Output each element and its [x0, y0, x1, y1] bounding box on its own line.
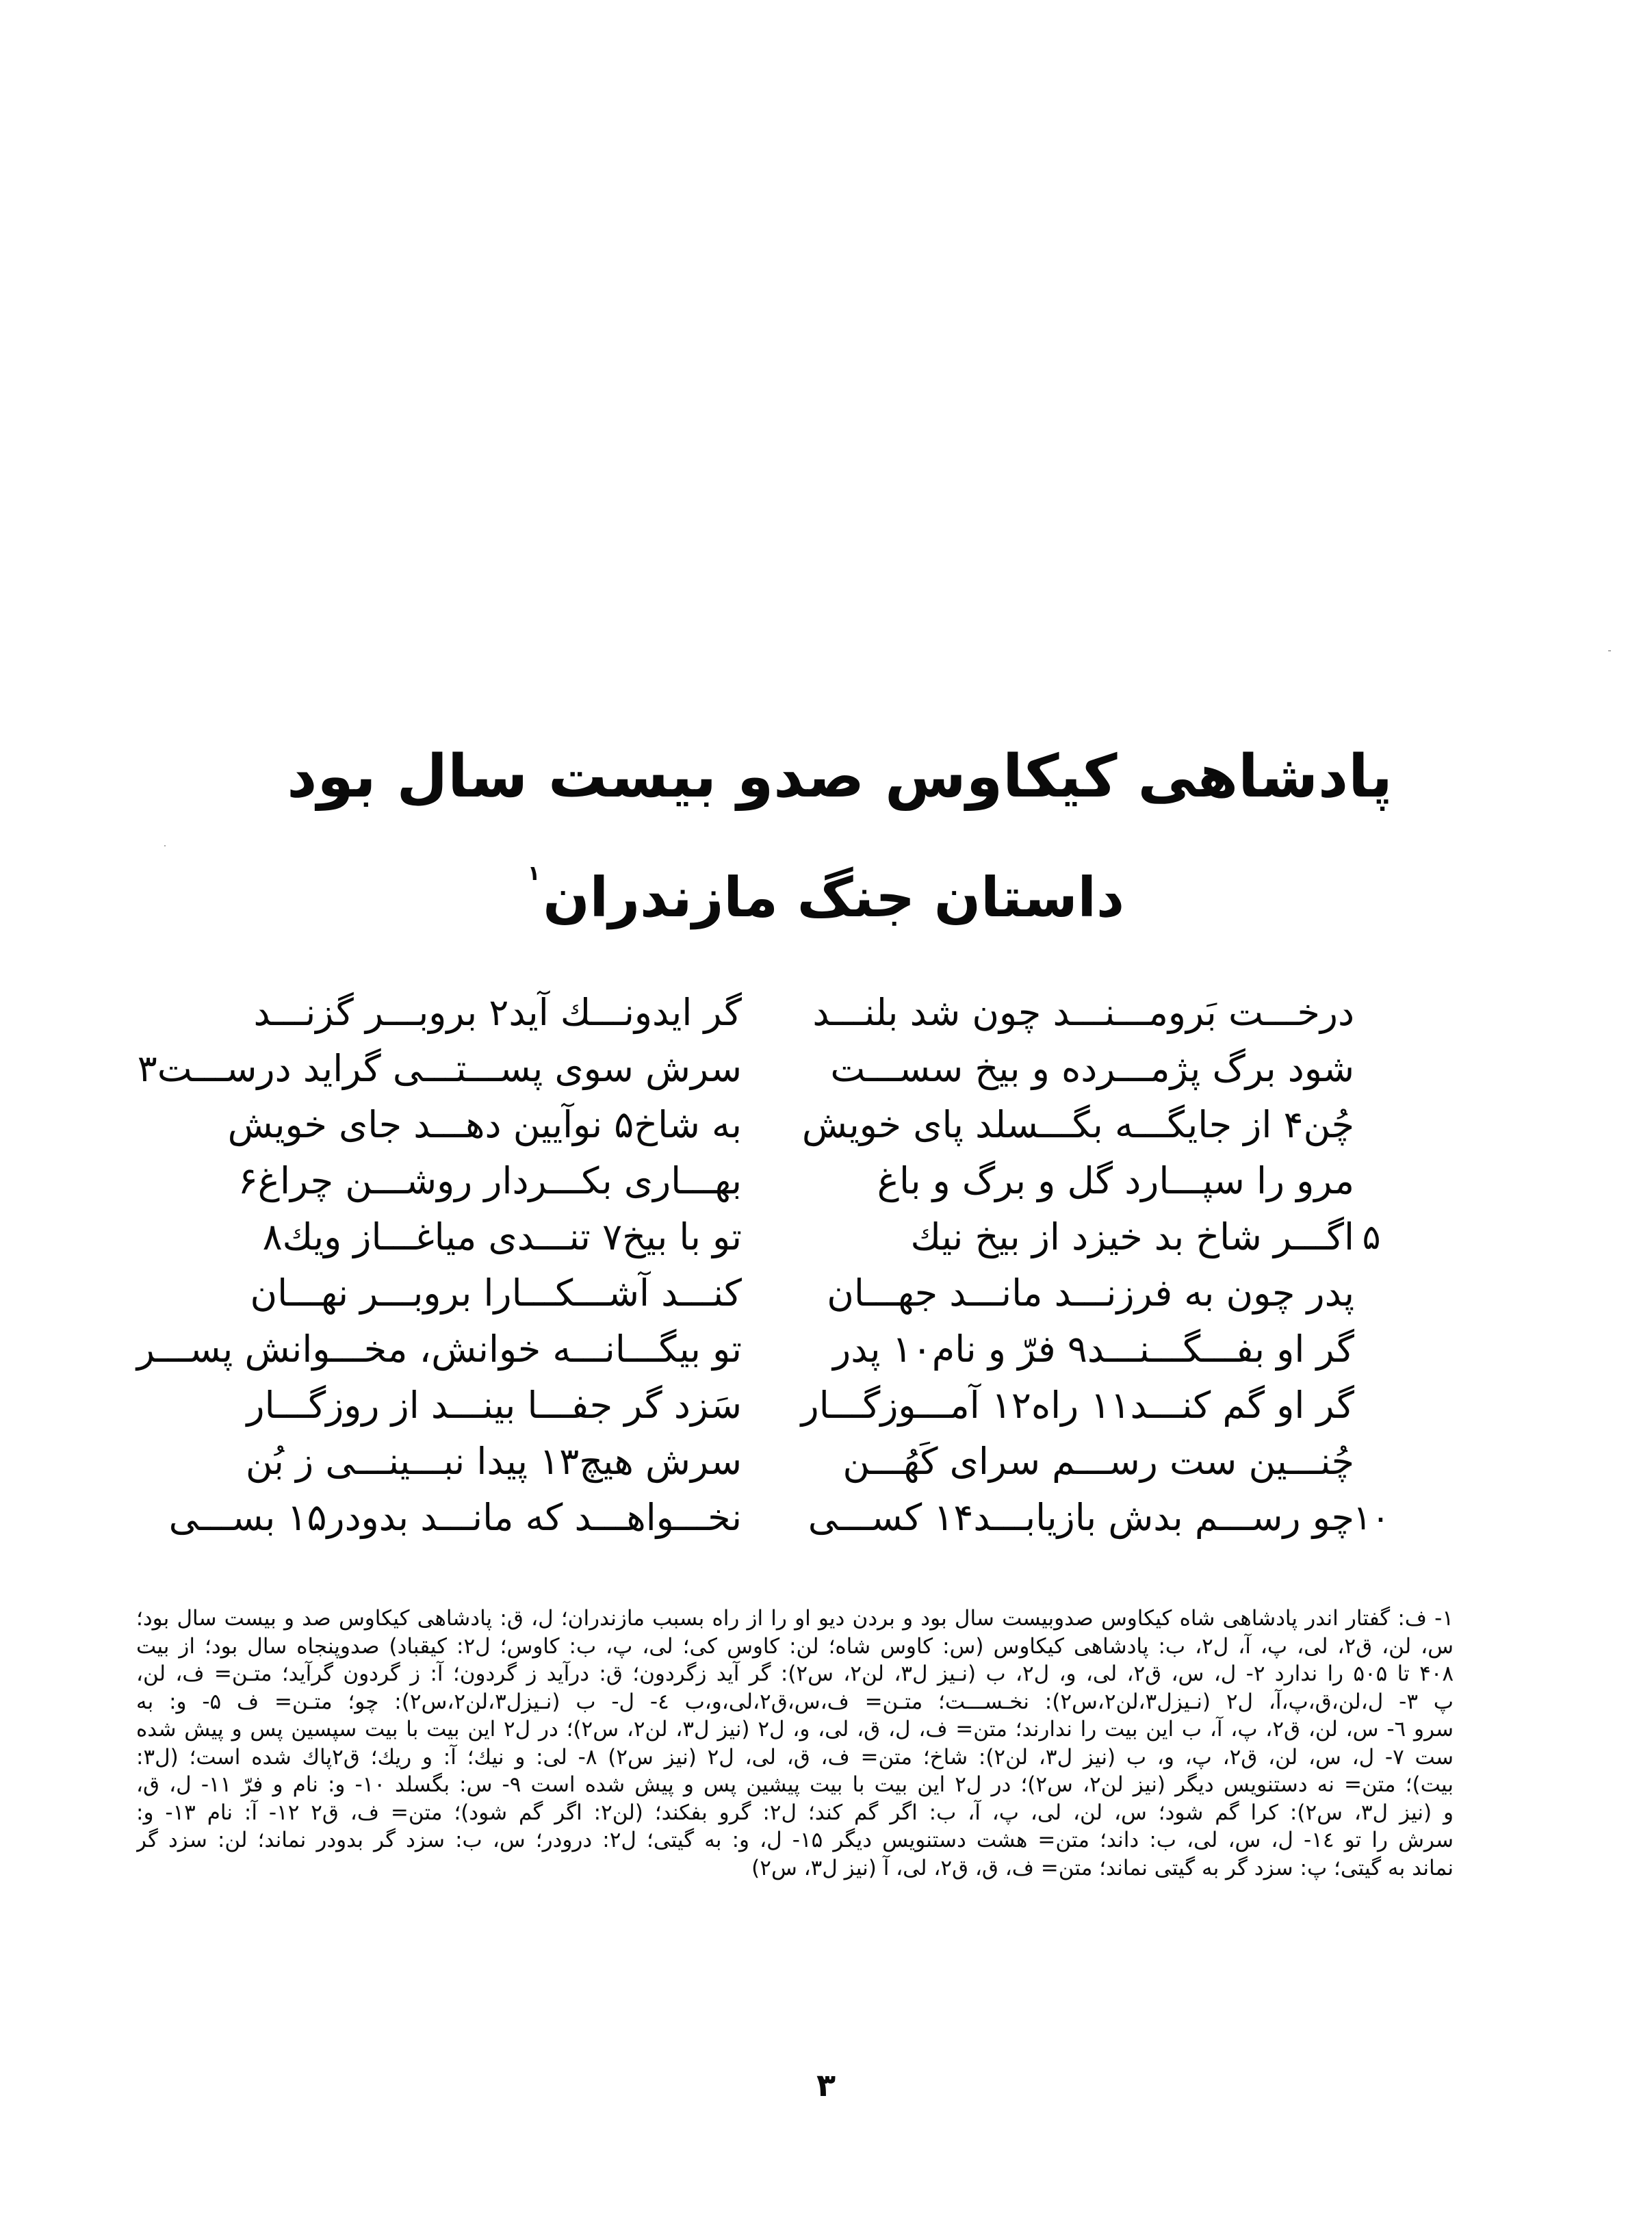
- verse-hemistich-left: سرش هیچ۱۳ پیدا نبـــینـــی ز بُن: [245, 1440, 742, 1483]
- verse-hemistich-left: تو بیگـــانـــه خوانش، مخـــوانش پســـر: [136, 1328, 742, 1371]
- footnote-marker: ۱: [528, 862, 541, 885]
- verse-hemistich-left: سَزد گر جفـــا بینـــد از روزگـــار: [246, 1384, 742, 1427]
- verse-hemistich-left: نخـــواهـــد که مانـــد بدودر۱۵ بســـی: [168, 1496, 742, 1539]
- page-heading-text: پادشاهی کیکاوس صدو بیست سال بود: [287, 742, 1393, 811]
- footnote-line: نماند به گیتی؛ پ: سزد گر به گیتی نماند؛ متن= ف، ق، ق۲، لی، آ (نیز ل۳، س۲): [751, 1855, 1454, 1880]
- verse-hemistich-left: بهـــاری بکـــردار روشـــن چراغ۶: [237, 1159, 742, 1202]
- verse-hemistich-right: چُنـــین ست رســـم سرای کَهُـــن: [842, 1440, 1354, 1483]
- scan-speck: [164, 845, 166, 846]
- verse-hemistich-right: گر او گم کنـــد۱۱ راه۱۲ آمـــوزگـــار: [801, 1384, 1354, 1427]
- verse-row: [0, 1210, 1652, 1265]
- page-number: ۳: [816, 2067, 836, 2104]
- verse-row: [0, 1322, 1652, 1377]
- verse-row: [0, 1378, 1652, 1433]
- footnote-line: ۱- ف: گفتار اندر پادشاهی شاه کیکاوس صدوبیست سال بود و بردن دیو او را از راه بسبب مازندران؛ ل، ق: پادشاهی کیکاوس صد و بیست سال بود؛: [136, 1606, 1454, 1631]
- verse-hemistich-right: مرو را سپـــارد گل و برگ و باغ: [877, 1159, 1354, 1202]
- verse-hemistich-left: کنـــد آشـــکـــارا بروبـــر نهـــان: [250, 1271, 742, 1315]
- verse-hemistich-left: سرش سوی پســـتـــی گراید درســـت۳: [137, 1047, 742, 1090]
- section-subheading: [0, 862, 1652, 929]
- footnote-line: و (نیز ل۳، س۲): کرا گم شود؛ س، لن، لی، پ، آ، ب: اگر گم کند؛ ل۲: گرو بفکند؛ (لن۲: اگر گم شود)؛ متن= ف، ق۲ ۱۲- آ: نام ۱۳- و:: [136, 1800, 1454, 1825]
- verse-row: [0, 1041, 1652, 1096]
- subheading-text: داستان جنگ مازندران: [543, 866, 1124, 929]
- verse-hemistich-left: تو با بیخ۷ تنـــدی میاغـــاز ویك۸: [262, 1215, 742, 1258]
- verse-row: [0, 1266, 1652, 1321]
- verse-hemistich-right: اگـــر شاخ بد خیزد از بیخ نیك: [910, 1215, 1354, 1258]
- verse-row: [0, 1154, 1652, 1208]
- footnote-line: سرو ٦- س، لن، ق۲، پ، آ، ب این بیت را ندارند؛ متن= ف، ل، ق، لی، و، ل۲ (نیز ل۳، لن۲، س۲)؛ در ل۲ این بیت با بیت سپسین پس و پیش شده: [136, 1717, 1454, 1742]
- verse-row: [0, 1434, 1652, 1489]
- verse-number: ۱۰: [1353, 1498, 1390, 1538]
- footnote-line: بیت)؛ متن= نه دستنویس دیگر (نیز لن۲، س۲)؛ در ل۲ این بیت با بیت پیشین پس و پیش شده است ۹- س: بگسلد ۱۰- و: نام و فرّ ۱۱- ل، ق،: [136, 1772, 1454, 1797]
- footnote-line: س، لن، ق۲، لی، پ، آ، ل۲، ب: پادشاهی کیکاوس (س: کاوس شاه؛ لن: کاوس کی؛ لی، پ، ب: کاوس؛ ل۲: کیقباد) صدوپنجاه سال بود؛ از بیت: [136, 1633, 1454, 1659]
- verse-hemistich-right: گر او بفـــگـــنـــد۹ فرّ و نام۱۰ پدر: [833, 1328, 1354, 1371]
- verse-number: ۵: [1362, 1217, 1381, 1257]
- footnote-line: پ ۳- ل،لن،ق،پ،آ، ل۲ (نـیزل۳،لن۲،س۲): نخـســـت؛ متـن= ف،س،ق۲،لی،و،ب ٤- ل- ب (نـیزل۳،لن۲،س۲): چو؛ متـن= ف ۵- و: به: [136, 1689, 1454, 1714]
- footnotes: [136, 1605, 1454, 1882]
- verse-row: [0, 1098, 1652, 1152]
- verse-hemistich-left: به شاخ۵ نوآیین دهـــد جای خویش: [227, 1103, 742, 1146]
- verse-row: [0, 985, 1652, 1040]
- verse-hemistich-right: چو رســـم بدش بازیابـــد۱۴ کســـی: [808, 1496, 1354, 1539]
- page-heading: [0, 742, 1652, 811]
- verse-hemistich-left: گر ایدونـــك آید۲ بروبـــر گزنـــد: [253, 991, 742, 1034]
- verse-hemistich-right: پدر چون به فرزنـــد مانـــد جهـــان: [827, 1271, 1354, 1315]
- footnote-line: ست ۷- ل، س، لن، ق۲، پ، و، ب (نیز ل۳، لن۲): شاخ؛ متن= ف، ق، لی، ل۲ (نیز س۲) ۸- لی: و نیك؛ آ: و ریك؛ ق۲پاك شده است؛ (ل۳:: [136, 1744, 1454, 1770]
- verse-row: [0, 1490, 1652, 1545]
- footnote-line: ۴۰۸ تا ۵۰۵ را ندارد ۲- ل، س، ق۲، لی، و، ل۲، ب (نـیز ل۳، لن۲، س۲): گر آید زگردون؛ ق: درآید ز گردون؛ آ: ز گردون گرآید؛ متـن= ف، لن،: [136, 1661, 1454, 1686]
- verse-hemistich-right: چُن۴ از جایگـــه بگـــسلد پای خویش: [801, 1103, 1354, 1146]
- verse-hemistich-right: درخـــت بَرومـــنـــد چون شد بلنـــد: [812, 991, 1354, 1034]
- footnote-line: سرش را تو ۱٤- ل، س، لی، ب: داند؛ متن= هشت دستنویس دیگر ۱۵- ل، و: به گیتی؛ ل۲: درودر؛ س، ب: سزد گر بدودر نماند؛ لن: سزد گر: [136, 1828, 1454, 1852]
- verse-hemistich-right: شود برگ پژمـــرده و بیخ سســـت: [830, 1047, 1354, 1090]
- scan-speck: [1608, 650, 1611, 651]
